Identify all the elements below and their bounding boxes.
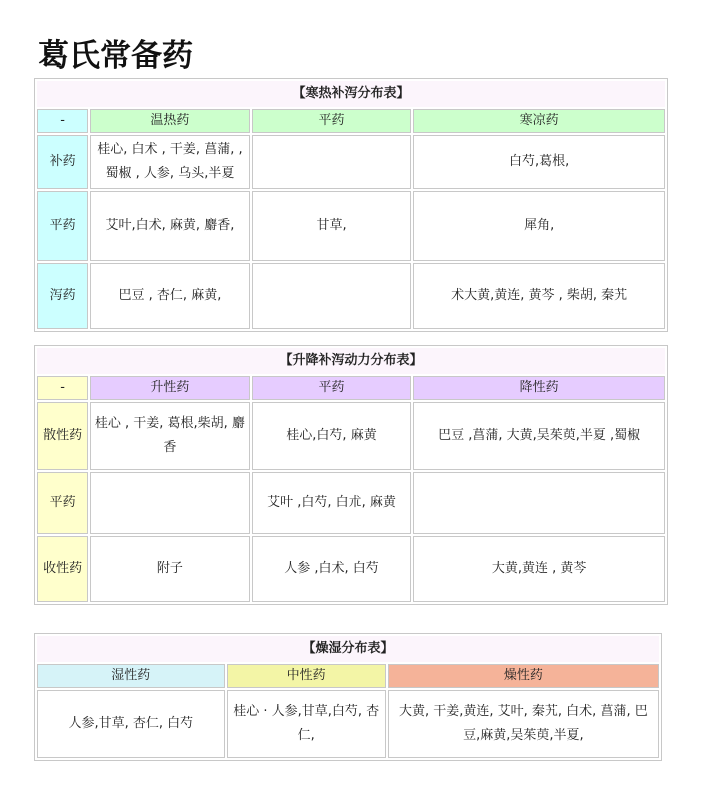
page-title: 葛氏常备药 <box>38 38 193 74</box>
column-header: 平药 <box>252 109 412 133</box>
column-header: 升性药 <box>90 376 250 400</box>
row-header: 收性药 <box>37 536 88 602</box>
column-header: 燥性药 <box>388 664 659 688</box>
table-cell: 桂心 · 人参,甘草,白芍, 杏仁, <box>227 690 386 758</box>
table-cell: 白芍,葛根, <box>413 135 665 189</box>
table-cell: 犀角, <box>413 191 665 261</box>
column-header: 平药 <box>252 376 412 400</box>
table-cell: 桂心,白芍, 麻黄 <box>252 402 412 470</box>
row-header: 平药 <box>37 191 88 261</box>
table-cell: 大黄, 干姜,黄连, 艾叶, 秦艽, 白术, 菖蒲, 巴豆,麻黄,吴茱萸,半夏, <box>388 690 659 758</box>
row-header: 补药 <box>37 135 88 189</box>
column-header: 温热药 <box>90 109 250 133</box>
column-header: 降性药 <box>413 376 665 400</box>
column-header: 中性药 <box>227 664 386 688</box>
row-header: 平药 <box>37 472 88 534</box>
table-cell <box>252 263 412 329</box>
table-cell <box>413 472 665 534</box>
rise-fall-table <box>34 345 668 605</box>
table-caption: 【升降补泻动力分布表】 <box>37 348 665 374</box>
dry-wet-table <box>34 633 662 761</box>
table-caption: 【寒热补泻分布表】 <box>37 81 665 107</box>
column-header: 湿性药 <box>37 664 225 688</box>
corner-cell: - <box>37 109 88 133</box>
table-cell: 术大黄,黄连, 黄芩 , 柴胡, 秦艽 <box>413 263 665 329</box>
table-cell: 艾叶 ,白芍, 白朮, 麻黄 <box>252 472 412 534</box>
table-caption: 【燥湿分布表】 <box>37 636 659 662</box>
corner-cell: - <box>37 376 88 400</box>
table-cell: 巴豆 , 杏仁, 麻黄, <box>90 263 250 329</box>
row-header: 散性药 <box>37 402 88 470</box>
table-cell <box>252 135 412 189</box>
table-cell: 人参,甘草, 杏仁, 白芍 <box>37 690 225 758</box>
table-cell: 甘草, <box>252 191 412 261</box>
table-cell: 附子 <box>90 536 250 602</box>
table-cell: 桂心, 白术 , 干姜, 菖蒲, , 蜀椒 , 人参, 乌头,半夏 <box>90 135 250 189</box>
table-cell: 人参 ,白术, 白芍 <box>252 536 412 602</box>
cold-heat-table <box>34 78 668 332</box>
table-cell <box>90 472 250 534</box>
row-header: 泻药 <box>37 263 88 329</box>
table-cell: 艾叶,白术, 麻黄, 麝香, <box>90 191 250 261</box>
column-header: 寒凉药 <box>413 109 665 133</box>
table-cell: 巴豆 ,菖蒲, 大黄,吴茱萸,半夏 ,蜀椒 <box>413 402 665 470</box>
table-cell: 大黄,黄连 , 黄芩 <box>413 536 665 602</box>
table-cell: 桂心 , 干姜, 葛根,柴胡, 麝香 <box>90 402 250 470</box>
